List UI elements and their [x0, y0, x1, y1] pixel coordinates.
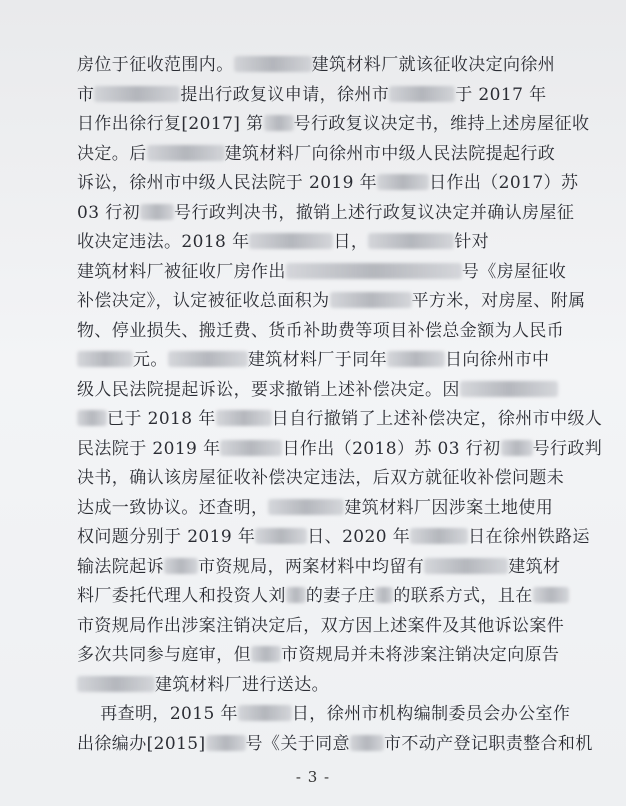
- text-line: 诉讼，徐州市中级人民法院于 2019 年 日作出（2017）苏: [77, 173, 579, 193]
- text-line: 建筑材料厂进行送达。: [77, 674, 329, 696]
- text-line: 补偿决定》，认定被征收总面积为 平方米，对房屋、附属: [77, 291, 586, 311]
- redaction: [216, 410, 272, 426]
- text-line: 收决定违法。2018 年 日， 针对: [77, 232, 490, 252]
- redaction: [460, 381, 558, 397]
- redaction: [255, 528, 307, 544]
- redaction: [268, 499, 344, 515]
- text-line: 级人民法院提起诉讼，要求撤销上述补偿决定。因: [77, 379, 558, 401]
- text-line: 市 提出行政复议申请，徐州市 于 2017 年: [77, 85, 547, 105]
- redaction: [350, 735, 384, 751]
- redaction: [286, 587, 306, 603]
- redaction: [286, 263, 462, 279]
- text-line: 03 行初 号行政判决书，撤销上述行政复议决定并确认房屋征: [77, 203, 575, 223]
- redaction: [251, 646, 281, 662]
- text-line: 料厂委托代理人和投资人刘 的妻子庄 的联系方式，且在: [77, 585, 569, 607]
- redaction: [249, 233, 333, 249]
- redaction: [94, 86, 180, 102]
- redaction: [147, 145, 225, 161]
- text-line: 已于 2018 年 日自行撤销了上述补偿决定，徐州市中级人: [77, 408, 602, 430]
- redaction: [375, 587, 393, 603]
- text-line: 再查明，2015 年 日，徐州市机构编制委员会办公室作: [77, 704, 571, 724]
- text-line: 市资规局作出涉案注销决定后，双方因上述案件及其他诉讼案件: [77, 616, 565, 636]
- text-line: 民法院于 2019 年 日作出（2018）苏 03 行初 号行政判: [77, 439, 603, 459]
- redaction: [164, 558, 198, 574]
- redaction: [533, 587, 569, 603]
- text-line: 达成一致协议。还查明， 建筑材料厂因涉案土地使用: [77, 498, 554, 518]
- text-line: 建筑材料厂被征收厂房作出 号《房屋征收: [77, 262, 567, 282]
- redaction: [424, 558, 508, 574]
- text-line: 物、停业损失、搬迁费、货币补助费等项目补偿总金额为人民币: [77, 321, 565, 341]
- text-line: 权问题分别于 2019 年 日、2020 年 日在徐州铁路运: [77, 527, 590, 547]
- redaction: [168, 351, 248, 367]
- redaction: [368, 233, 454, 249]
- redaction: [410, 528, 468, 544]
- redaction: [238, 705, 292, 721]
- redaction: [501, 440, 533, 456]
- redaction: [77, 410, 107, 426]
- text-line: 决书，确认该房屋征收补偿决定违法，后双方就征收补偿问题未: [77, 468, 565, 488]
- redaction: [234, 56, 312, 72]
- text-line: 房位于征收范围内。 建筑材料厂就该征收决定向徐州: [77, 55, 556, 75]
- text-line: 日作出徐行复[2017] 第 号行政复议决定书，维持上述房屋征收: [77, 114, 590, 134]
- redaction: [264, 115, 294, 131]
- redaction: [389, 86, 455, 102]
- redaction: [206, 735, 246, 751]
- text-line: 输法院起诉 市资规局，两案材料中均留有 建筑材: [77, 557, 561, 577]
- redaction: [377, 174, 429, 190]
- redaction: [220, 440, 282, 456]
- redaction: [77, 351, 133, 367]
- redaction: [77, 676, 155, 692]
- redaction: [140, 204, 174, 220]
- redaction: [387, 351, 445, 367]
- redaction: [330, 292, 412, 308]
- text-line: 出徐编办[2015] 号《关于同意 市不动产登记职责整合和机: [77, 734, 593, 754]
- text-line: 元。 建筑材料厂于同年 日向徐州市中: [77, 349, 549, 371]
- text-line: 决定。后 建筑材料厂向徐州市中级人民法院提起行政: [77, 144, 556, 164]
- text-line: 多次共同参与庭审，但 市资规局并未将涉案注销决定向原告: [77, 645, 560, 665]
- page-number: - 3 -: [295, 768, 331, 786]
